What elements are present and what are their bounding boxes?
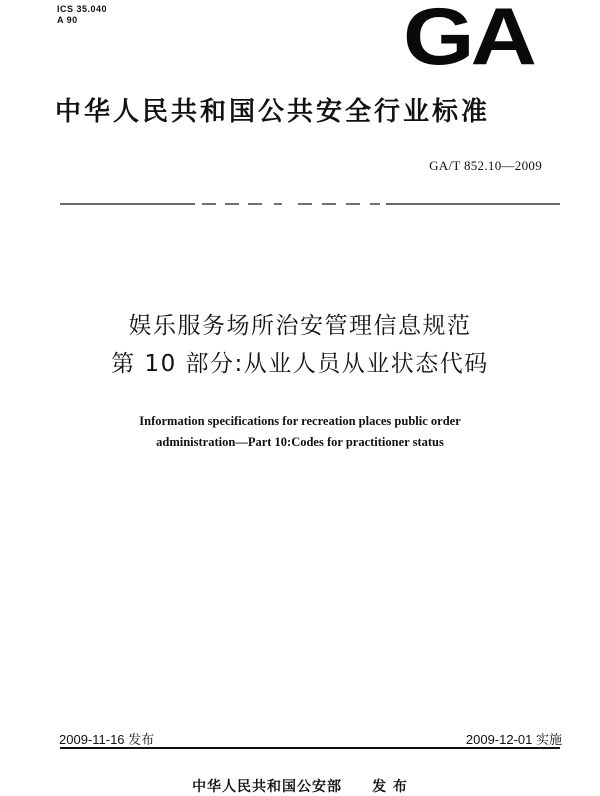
issue-date: 2009-11-16 发布: [59, 732, 155, 747]
organization-title: 中华人民共和国公共安全行业标准: [55, 97, 491, 127]
implementation-date: 2009-12-01 实施: [465, 732, 562, 747]
publisher: [0, 776, 600, 796]
classification-codes: [57, 4, 107, 26]
ccs-code: A 90: [57, 15, 78, 25]
title-en-line-1: Information specifications for recreation places public order: [139, 414, 461, 428]
standard-number: GA/T 852.10—2009: [429, 158, 542, 173]
ics-code: ICS 35.040: [57, 4, 108, 14]
footer-divider: [60, 747, 560, 749]
publisher-name: 中华人民共和国公安部: [192, 779, 343, 795]
ga-logo: GA: [403, 0, 533, 82]
title-cn-line-1: 娱乐服务场所治安管理信息规范: [128, 313, 472, 339]
header-divider: [60, 200, 560, 208]
publisher-action: 发 布: [372, 779, 408, 795]
title-en-line-2: administration—Part 10:Codes for practitioner status: [156, 435, 444, 449]
title-cn-line-2: 第 10 部分:从业人员从业状态代码: [111, 351, 489, 377]
